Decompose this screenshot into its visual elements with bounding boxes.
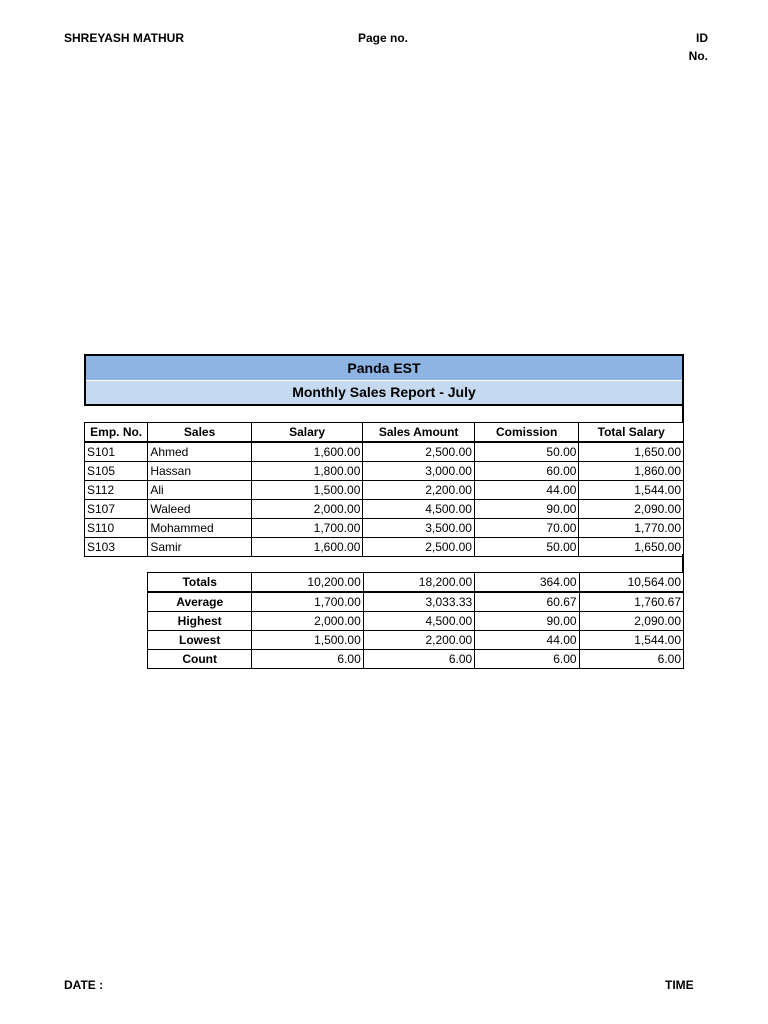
- emp-no-cell: S110: [85, 519, 148, 538]
- sales-amount-cell: 3,000.00: [363, 462, 475, 481]
- stat-salary: 2,000.00: [252, 612, 363, 631]
- stat-salary: 1,700.00: [252, 592, 363, 612]
- author-name: SHREYASH MATHUR: [64, 31, 185, 45]
- stat-sales-amount: 3,033.33: [363, 592, 474, 612]
- stat-total-salary: 1,760.67: [579, 592, 683, 612]
- emp-no-cell: S101: [85, 442, 148, 462]
- time-label: TIME: [665, 978, 694, 992]
- table-row: [85, 538, 684, 557]
- sales-amount-cell: 2,500.00: [363, 442, 475, 462]
- stats-row-lowest: [148, 631, 684, 650]
- stat-commission: 90.00: [475, 612, 579, 631]
- right-border-segment: [682, 404, 684, 422]
- id-label-line2: No.: [688, 49, 708, 63]
- sales-name-cell: Mohammed: [148, 519, 252, 538]
- stat-commission: 6.00: [475, 650, 579, 669]
- total-salary-cell: 1,544.00: [579, 481, 684, 500]
- column-header: Emp. No.: [85, 423, 148, 443]
- report-title-block: [84, 354, 684, 406]
- salary-cell: 1,600.00: [251, 538, 363, 557]
- stat-label: Average: [148, 592, 252, 612]
- id-number-label: [672, 29, 708, 65]
- page-number-label: Page no.: [358, 31, 409, 45]
- stat-sales-amount: 2,200.00: [363, 631, 474, 650]
- stat-salary: 6.00: [252, 650, 363, 669]
- sales-name-cell: Waleed: [148, 500, 252, 519]
- column-header: Sales: [148, 423, 252, 443]
- commission-cell: 50.00: [474, 442, 579, 462]
- salary-cell: 2,000.00: [251, 500, 363, 519]
- table-header-row: [85, 423, 684, 443]
- emp-no-cell: S107: [85, 500, 148, 519]
- salary-cell: 1,700.00: [251, 519, 363, 538]
- sales-amount-cell: 4,500.00: [363, 500, 475, 519]
- salary-cell: 1,600.00: [251, 442, 363, 462]
- stat-label: Totals: [148, 573, 252, 593]
- commission-cell: 50.00: [474, 538, 579, 557]
- stat-commission: 44.00: [475, 631, 579, 650]
- table-row: [85, 519, 684, 538]
- emp-no-cell: S103: [85, 538, 148, 557]
- total-salary-cell: 1,650.00: [579, 538, 684, 557]
- total-salary-cell: 1,650.00: [579, 442, 684, 462]
- salary-cell: 1,800.00: [251, 462, 363, 481]
- commission-cell: 90.00: [474, 500, 579, 519]
- title-box: [84, 354, 684, 406]
- sales-name-cell: Samir: [148, 538, 252, 557]
- stat-commission: 60.67: [475, 592, 579, 612]
- sales-name-cell: Ali: [148, 481, 252, 500]
- sales-name-cell: Ahmed: [148, 442, 252, 462]
- stats-row-count: [148, 650, 684, 669]
- report-subtitle: Monthly Sales Report - July: [86, 380, 682, 404]
- date-label: DATE :: [64, 978, 104, 992]
- stat-label: Count: [148, 650, 252, 669]
- stat-label: Highest: [148, 612, 252, 631]
- table-row: [85, 462, 684, 481]
- stat-total-salary: 2,090.00: [579, 612, 683, 631]
- stat-salary: 10,200.00: [252, 573, 363, 593]
- column-header: Salary: [251, 423, 363, 443]
- stat-sales-amount: 4,500.00: [363, 612, 474, 631]
- company-name: Panda EST: [86, 356, 682, 380]
- sales-amount-cell: 2,200.00: [363, 481, 475, 500]
- stat-total-salary: 1,544.00: [579, 631, 683, 650]
- column-header: Sales Amount: [363, 423, 475, 443]
- emp-no-cell: S112: [85, 481, 148, 500]
- stat-sales-amount: 18,200.00: [363, 573, 474, 593]
- stat-label: Lowest: [148, 631, 252, 650]
- sales-table: [84, 422, 684, 557]
- commission-cell: 60.00: [474, 462, 579, 481]
- salary-cell: 1,500.00: [251, 481, 363, 500]
- id-label-line1: ID: [696, 31, 708, 45]
- commission-cell: 44.00: [474, 481, 579, 500]
- sales-name-cell: Hassan: [148, 462, 252, 481]
- stat-salary: 1,500.00: [252, 631, 363, 650]
- stats-row-average: [148, 592, 684, 612]
- stat-commission: 364.00: [475, 573, 579, 593]
- table-row: [85, 442, 684, 462]
- stat-total-salary: 10,564.00: [579, 573, 683, 593]
- total-salary-cell: 2,090.00: [579, 500, 684, 519]
- commission-cell: 70.00: [474, 519, 579, 538]
- emp-no-cell: S105: [85, 462, 148, 481]
- column-header: Total Salary: [579, 423, 684, 443]
- stats-row-totals: [148, 573, 684, 593]
- stat-sales-amount: 6.00: [363, 650, 474, 669]
- table-row: [85, 481, 684, 500]
- total-salary-cell: 1,860.00: [579, 462, 684, 481]
- table-row: [85, 500, 684, 519]
- stat-total-salary: 6.00: [579, 650, 683, 669]
- sales-amount-cell: 3,500.00: [363, 519, 475, 538]
- total-salary-cell: 1,770.00: [579, 519, 684, 538]
- stats-row-highest: [148, 612, 684, 631]
- summary-stats-table: [147, 572, 684, 669]
- sales-amount-cell: 2,500.00: [363, 538, 475, 557]
- column-header: Comission: [474, 423, 579, 443]
